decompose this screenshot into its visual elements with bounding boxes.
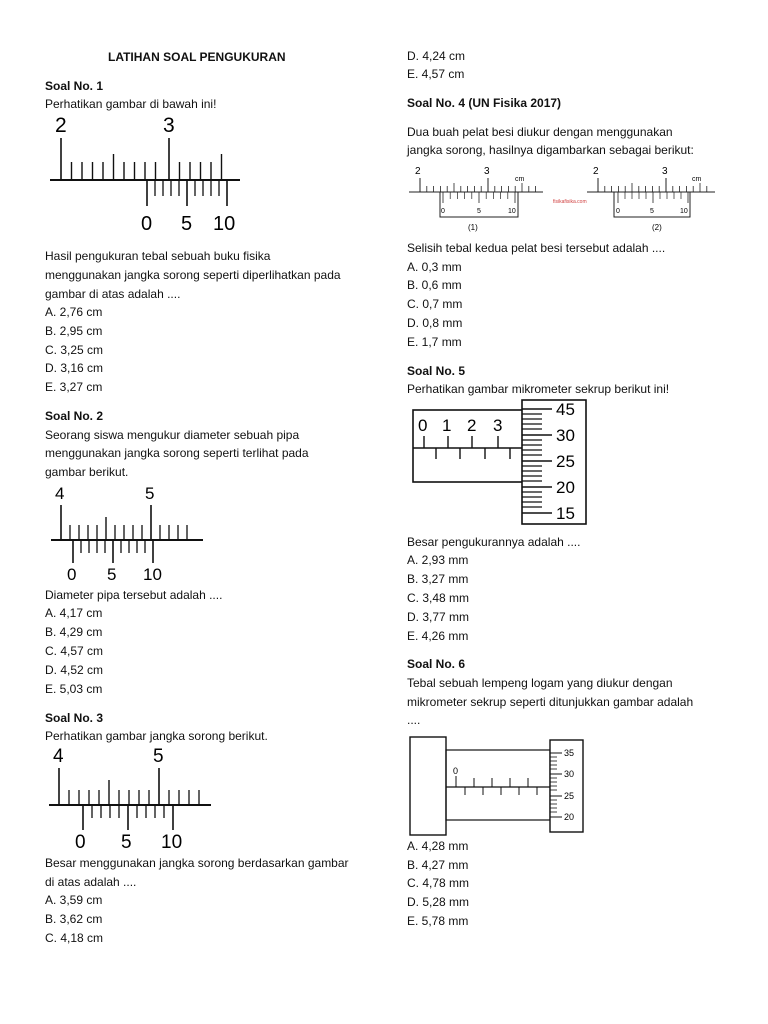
q1-vernier-label-5: 5 <box>181 213 193 235</box>
q4-c2-vernier-label-5: 5 <box>650 208 654 215</box>
q5-option-b: B. 3,27 mm <box>407 572 469 586</box>
q3-vernier-label-10: 10 <box>161 832 183 853</box>
q2-heading: Soal No. 2 <box>45 409 104 423</box>
q6-question-line-1: Tebal sebuah lempeng logam yang diukur dengan <box>407 676 673 690</box>
q4-option-e: E. 1,7 mm <box>407 335 462 349</box>
q3-vernier-label-5: 5 <box>121 832 132 853</box>
q1-vernier-label-0: 0 <box>141 213 153 235</box>
q6-thimble-label-30: 30 <box>564 769 575 779</box>
q4-c2-main-label-2: 2 <box>593 166 599 177</box>
q5-sleeve-label-2: 2 <box>467 416 477 435</box>
q3-prompt: Perhatikan gambar jangka sorong berikut. <box>45 729 268 743</box>
q1-question-line-2: menggunakan jangka sorong seperti diperlihatkan pada <box>45 268 341 282</box>
q2-vernier-label-0: 0 <box>67 565 77 584</box>
q6-option-b: B. 4,27 mm <box>407 858 469 872</box>
q5-option-d: D. 3,77 mm <box>407 610 470 624</box>
q2-question-line-1: Seorang siswa mengukur diameter sebuah pipa <box>45 428 300 442</box>
q5-thimble-label-30: 30 <box>556 426 575 445</box>
q4-c2-unit: cm <box>692 176 702 183</box>
q1-main-label-2: 2 <box>55 114 67 137</box>
q4-c1-unit: cm <box>515 176 525 183</box>
q4-caption-1: (1) <box>468 223 478 232</box>
q2-vernier-label-10: 10 <box>143 565 162 584</box>
q6-thimble-label-35: 35 <box>564 748 575 758</box>
q4-option-c: C. 0,7 mm <box>407 297 463 311</box>
q3-heading: Soal No. 3 <box>45 711 104 725</box>
q1-option-c: C. 3,25 cm <box>45 343 104 357</box>
q4-option-d: D. 0,8 mm <box>407 316 463 330</box>
q4-c1-vernier-label-10: 10 <box>508 208 516 215</box>
q4-caliper-1 <box>409 166 543 232</box>
q5-micrometer-figure <box>410 398 590 528</box>
q6-sleeve-lower-ticks <box>465 787 537 795</box>
q6-option-d: D. 5,28 mm <box>407 895 470 909</box>
q2-vernier-ticks <box>73 540 153 563</box>
q6-sleeve-label-0: 0 <box>453 766 459 776</box>
q3-question-line-1: Besar menggunakan jangka sorong berdasarkan gambar <box>45 856 349 870</box>
q2-option-e: E. 5,03 cm <box>45 682 103 696</box>
q4-two-calipers-figure <box>407 163 717 233</box>
q1-question-line-1: Hasil pengukuran tebal sebuah buku fisika <box>45 249 271 263</box>
q1-option-e: E. 3,27 cm <box>45 380 103 394</box>
q5-prompt: Perhatikan gambar mikrometer sekrup berikut ini! <box>407 382 670 396</box>
q4-caliper-2 <box>587 166 715 232</box>
q5-sleeve-upper-ticks <box>424 436 498 448</box>
q4-c2-vernier-label-0: 0 <box>616 208 620 215</box>
q4-c1-main-label-2: 2 <box>415 166 421 177</box>
q2-vernier-caliper-figure <box>45 483 205 583</box>
q2-option-a: A. 4,17 cm <box>45 606 103 620</box>
q1-vernier-ticks <box>147 180 227 206</box>
q3-option-d: D. 4,24 cm <box>407 49 466 63</box>
q6-option-a: A. 4,28 mm <box>407 839 469 853</box>
q6-question-line-2: mikrometer sekrup seperti ditunjukkan gambar adalah <box>407 695 694 709</box>
q4-caption-2: (2) <box>652 223 662 232</box>
q4-option-b: B. 0,6 mm <box>407 278 462 292</box>
q5-heading: Soal No. 5 <box>407 364 466 378</box>
q3-main-label-4: 4 <box>53 746 64 767</box>
page-title: LATIHAN SOAL PENGUKURAN <box>108 50 286 64</box>
q6-heading: Soal No. 6 <box>407 657 466 671</box>
q3-vernier-caliper-figure <box>45 744 215 853</box>
q4-watermark: fisikafisika.com <box>553 199 587 205</box>
q1-question-line-3: gambar di atas adalah .... <box>45 287 181 301</box>
q2-vernier-label-5: 5 <box>107 565 117 584</box>
q2-option-d: D. 4,52 cm <box>45 663 104 677</box>
q1-main-ticks <box>61 138 222 180</box>
q1-prompt: Perhatikan gambar di bawah ini! <box>45 97 217 111</box>
q5-thimble-label-15: 15 <box>556 504 575 523</box>
q6-option-e: E. 5,78 mm <box>407 914 469 928</box>
q6-frame-anvil <box>410 737 446 835</box>
q5-option-c: C. 3,48 mm <box>407 591 470 605</box>
q6-thimble-label-25: 25 <box>564 791 575 801</box>
q2-main-ticks <box>61 505 187 540</box>
q4-heading: Soal No. 4 (UN Fisika 2017) <box>407 96 562 110</box>
q5-option-a: A. 2,93 mm <box>407 553 469 567</box>
q3-option-b: B. 3,62 cm <box>45 912 103 926</box>
q2-question-line-3: gambar berikut. <box>45 465 129 479</box>
q5-thimble-label-25: 25 <box>556 452 575 471</box>
q1-option-b: B. 2,95 cm <box>45 324 103 338</box>
q6-micrometer-figure <box>410 737 590 837</box>
q4-ask: Selisih tebal kedua pelat besi tersebut adalah .... <box>407 241 666 255</box>
q3-main-ticks <box>59 768 199 805</box>
q6-sleeve-upper-ticks <box>456 776 528 787</box>
q6-sleeve <box>446 750 550 820</box>
q4-c1-vernier-label-5: 5 <box>477 208 481 215</box>
q4-question-line-2: jangka sorong, hasilnya digambarkan sebagai berikut: <box>407 143 694 157</box>
q5-sleeve-label-0: 0 <box>418 416 428 435</box>
q4-option-a: A. 0,3 mm <box>407 260 462 274</box>
q6-thimble-label-20: 20 <box>564 812 575 822</box>
q3-question-line-2: di atas adalah .... <box>45 875 137 889</box>
q2-question-line-2: menggunakan jangka sorong seperti terlihat pada <box>45 446 309 460</box>
q1-option-a: A. 2,76 cm <box>45 305 103 319</box>
q5-sleeve-label-1: 1 <box>442 416 452 435</box>
q3-vernier-label-0: 0 <box>75 832 86 853</box>
q3-main-label-5: 5 <box>153 746 164 767</box>
q1-vernier-label-10: 10 <box>213 213 236 235</box>
q2-main-label-4: 4 <box>55 484 65 503</box>
q2-ask: Diameter pipa tersebut adalah .... <box>45 588 223 602</box>
q4-c2-main-label-3: 3 <box>662 166 668 177</box>
q5-sleeve-lower-ticks <box>436 448 510 459</box>
q5-sleeve-label-3: 3 <box>493 416 503 435</box>
q1-heading: Soal No. 1 <box>45 79 104 93</box>
q2-main-label-5: 5 <box>145 484 155 503</box>
q3-option-a: A. 3,59 cm <box>45 893 103 907</box>
q4-c1-vernier-label-0: 0 <box>441 208 445 215</box>
q2-option-c: C. 4,57 cm <box>45 644 104 658</box>
q3-option-e: E. 4,57 cm <box>407 67 465 81</box>
q5-ask: Besar pengukurannya adalah .... <box>407 535 581 549</box>
q5-option-e: E. 4,26 mm <box>407 629 469 643</box>
q4-question-line-1: Dua buah pelat besi diukur dengan menggunakan <box>407 125 673 139</box>
q3-option-c: C. 4,18 cm <box>45 931 104 945</box>
q4-c1-main-label-3: 3 <box>484 166 490 177</box>
q2-option-b: B. 4,29 cm <box>45 625 103 639</box>
q5-thimble-label-45: 45 <box>556 400 575 419</box>
q1-option-d: D. 3,16 cm <box>45 361 104 375</box>
q6-question-line-3: .... <box>407 713 421 727</box>
q5-thimble-label-20: 20 <box>556 478 575 497</box>
q4-c2-vernier-label-10: 10 <box>680 208 688 215</box>
q1-vernier-caliper-figure <box>45 110 245 235</box>
q3-vernier-ticks <box>83 805 173 830</box>
q1-main-label-3: 3 <box>163 114 175 137</box>
q6-option-c: C. 4,78 mm <box>407 876 470 890</box>
